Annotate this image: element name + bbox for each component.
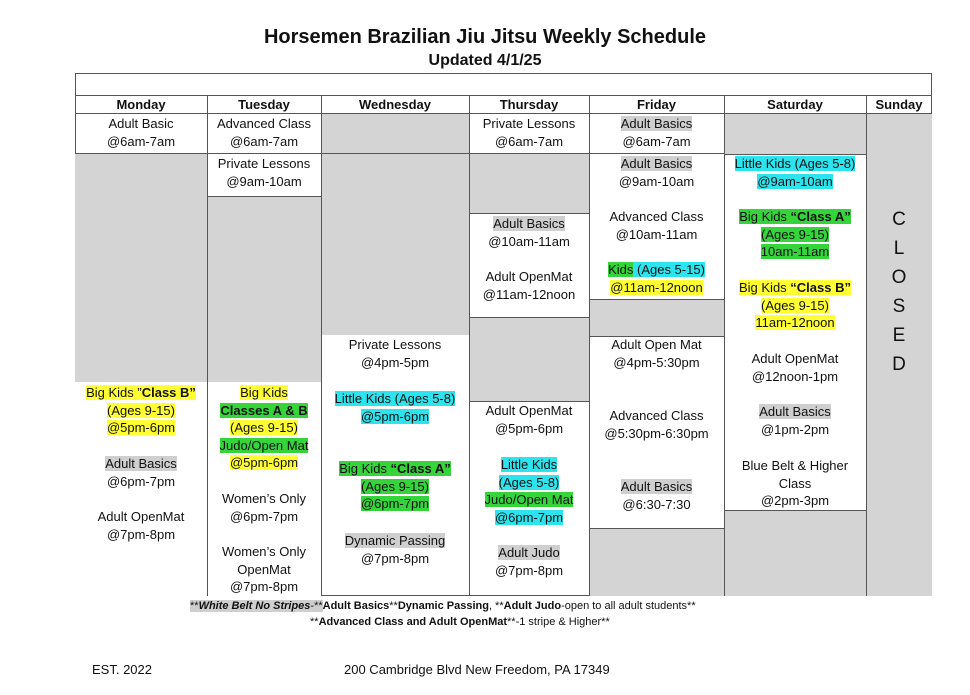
class-tue-advanced: Advanced Class @6am-7am (217, 116, 311, 149)
class-sat-adult-basics: Adult Basics @1pm-2pm (759, 404, 831, 437)
class-fri-kids: Kids (Ages 5-15) @11am-12noon (608, 262, 705, 295)
class-wed-big-kids-a: Big Kids “Class A” (Ages 9-15) @6pm-7pm (339, 461, 451, 511)
class-thu-adult-judo: Adult Judo @7pm-8pm (494, 545, 564, 578)
sunday-closed: C L O S E D (891, 209, 907, 375)
class-fri-adult-basics: Adult Basics @6am-7am (620, 116, 693, 149)
class-sat-big-kids-b: Big Kids “Class B” (Ages 9-15) 11am-12noon (738, 280, 851, 330)
class-wed-dynamic-passing: Dynamic Passing @7pm-8pm (344, 533, 446, 566)
column-divider (866, 95, 867, 596)
header-tuesday: Tuesday (207, 95, 321, 114)
address: 200 Cambridge Blvd New Freedom, PA 17349 (344, 662, 610, 677)
class-sat-little-kids: Little Kids (Ages 5-8) @9am-10am (734, 156, 856, 189)
header-saturday: Saturday (724, 95, 866, 114)
class-mon-big-kids-b: Big Kids ”Class B” (Ages 9-15) @5pm-6pm (86, 385, 196, 435)
gray-block (724, 510, 866, 596)
class-wed-little-kids: Little Kids (Ages 5-8) @5pm-6pm (334, 391, 456, 424)
established-year: EST. 2022 (92, 662, 152, 677)
class-fri-adult-basics-am: Adult Basics @9am-10am (618, 156, 695, 189)
class-thu-little-kids: Little Kids (Ages 5-8) Judo/Open Mat @6pm-7pm (484, 457, 574, 525)
header-thursday: Thursday (469, 95, 589, 114)
class-fri-open-mat: Adult Open Mat @4pm-5:30pm (611, 337, 702, 370)
class-sat-big-kids-a: Big Kids “Class A” (Ages 9-15) 10am-11am (739, 209, 851, 259)
class-fri-advanced-pm: Advanced Class @5:30pm-6:30pm (604, 408, 709, 441)
footer-note-1: **White Belt No Stripes-**Adult Basics**Dynamic Passing, **Adult Judo-open to all adult students** (190, 600, 696, 612)
class-tue-womens-openmat: Women’s Only OpenMat @7pm-8pm (221, 544, 307, 594)
footer-note-2: **Advanced Class and Adult OpenMat**-1 stripe & Higher** (310, 616, 610, 628)
class-mon-open-mat: Adult OpenMat @7pm-8pm (97, 509, 185, 542)
class-fri-advanced: Advanced Class @10am-11am (609, 209, 704, 242)
header-monday: Monday (75, 95, 207, 114)
class-sat-blue-belt: Blue Belt & Higher Class @2pm-3pm (741, 458, 849, 508)
class-fri-adult-basics-pm: Adult Basics @6:30-7:30 (620, 479, 693, 512)
gray-block (207, 196, 321, 382)
class-tue-private: Private Lessons @9am-10am (217, 156, 311, 189)
gray-block (321, 114, 469, 335)
gray-block (75, 153, 207, 382)
gray-block (469, 317, 589, 401)
gray-block (469, 153, 589, 213)
class-mon-adult-basic: Adult Basic @6am-7am (106, 116, 176, 149)
class-thu-private: Private Lessons @6am-7am (482, 116, 576, 149)
class-thu-open-mat: Adult OpenMat @11am-12noon (482, 269, 576, 302)
gray-block (589, 299, 724, 336)
page-subtitle: Updated 4/1/25 (428, 52, 542, 69)
class-thu-adult-basics: Adult Basics @10am-11am (488, 216, 570, 249)
class-tue-womens: Women’s Only @6pm-7pm (221, 491, 307, 524)
class-sat-open-mat: Adult OpenMat @12noon-1pm (751, 351, 839, 384)
header-wednesday: Wednesday (321, 95, 469, 114)
gray-block (724, 114, 866, 154)
class-tue-big-kids: Big Kids Classes A & B (Ages 9-15) Judo/Open Mat @5pm-6pm (219, 385, 309, 470)
page-title: Horsemen Brazilian Jiu Jitsu Weekly Schedule (263, 26, 706, 48)
class-mon-adult-basics: Adult Basics @6pm-7pm (105, 456, 177, 489)
header-sunday: Sunday (866, 95, 932, 114)
class-wed-private: Private Lessons @4pm-5pm (348, 337, 442, 370)
gray-block (589, 528, 724, 596)
class-thu-open-mat-pm: Adult OpenMat @5pm-6pm (485, 403, 573, 436)
header-friday: Friday (589, 95, 724, 114)
